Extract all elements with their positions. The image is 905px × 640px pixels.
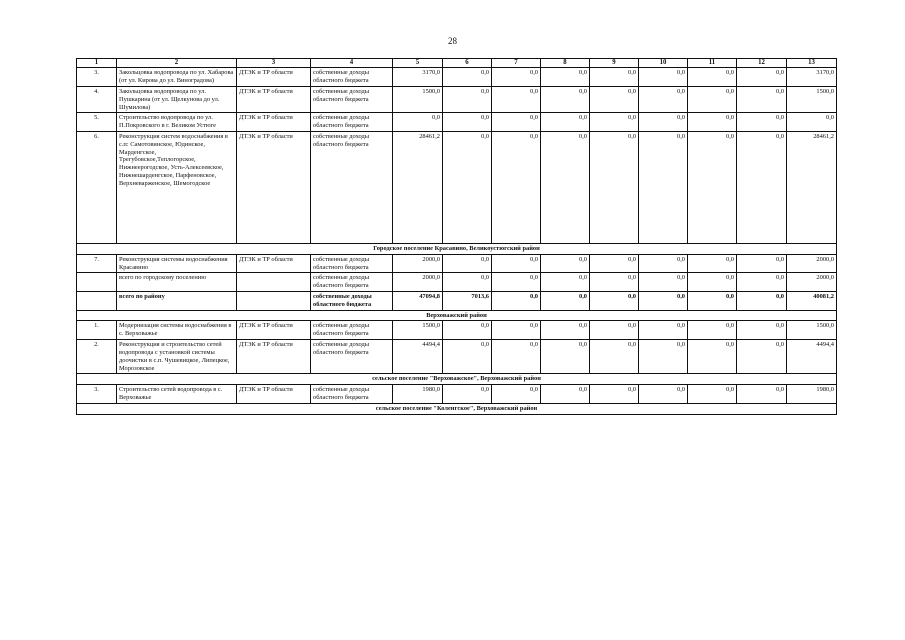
row-index: 5. [77, 113, 117, 132]
table-row [77, 340, 837, 374]
amount-cell: 0,0 [492, 292, 541, 311]
section-row [77, 243, 837, 254]
amount-cell: 0,0 [443, 273, 492, 292]
activity-name: Строительство водопровода по ул. П.Покровского в г. Великом Устюге [117, 113, 237, 132]
amount-cell: 0,0 [443, 321, 492, 340]
amount-cell: 0,0 [541, 86, 590, 112]
amount-cell: 28461,2 [787, 131, 837, 243]
activity-name: Модернизация системы водоснабжения в с. Верховажье [117, 321, 237, 340]
table-row [77, 86, 837, 112]
activity-name: Закольцовка водопровода по ул. Пушкарина (от ул. Щелкунова до ул. Шумилова) [117, 86, 237, 112]
amount-cell: 0,0 [492, 254, 541, 273]
amount-cell: 2000,0 [787, 254, 837, 273]
table-row [77, 292, 837, 311]
amount-cell: 0,0 [639, 113, 688, 132]
amount-cell: 2000,0 [787, 273, 837, 292]
amount-cell: 0,0 [492, 131, 541, 243]
amount-cell: 1980,0 [393, 385, 443, 404]
amount-cell: 1500,0 [787, 321, 837, 340]
funding-source: собственные доходы областного бюджета [311, 273, 393, 292]
activity-name: Закольцовка водопровода по ул. Хабарова (от ул. Кирова до ул. Виноградова) [117, 68, 237, 87]
amount-cell: 1500,0 [393, 86, 443, 112]
amount-cell: 0,0 [590, 321, 639, 340]
amount-cell: 0,0 [443, 254, 492, 273]
amount-cell: 0,0 [541, 292, 590, 311]
amount-cell: 0,0 [787, 113, 837, 132]
amount-cell: 0,0 [737, 86, 787, 112]
amount-cell: 0,0 [737, 321, 787, 340]
amount-cell: 0,0 [541, 340, 590, 374]
executor: ДТЭК и ТР области [237, 86, 311, 112]
amount-cell: 0,0 [541, 113, 590, 132]
column-header: 10 [639, 59, 688, 68]
section-row [77, 310, 837, 321]
column-header: 6 [443, 59, 492, 68]
amount-cell: 2000,0 [393, 273, 443, 292]
row-index: 1. [77, 321, 117, 340]
amount-cell: 0,0 [492, 86, 541, 112]
column-header: 3 [237, 59, 311, 68]
column-header: 2 [117, 59, 237, 68]
page-number: 28 [448, 36, 457, 46]
funding-source: собственные доходы областного бюджета [311, 86, 393, 112]
table-row [77, 385, 837, 404]
amount-cell: 0,0 [443, 131, 492, 243]
amount-cell: 0,0 [737, 68, 787, 87]
amount-cell: 0,0 [492, 273, 541, 292]
funding-source: собственные доходы областного бюджета [311, 321, 393, 340]
amount-cell: 0,0 [541, 254, 590, 273]
amount-cell: 47094,8 [393, 292, 443, 311]
amount-cell: 0,0 [639, 254, 688, 273]
amount-cell: 0,0 [688, 385, 737, 404]
amount-cell: 0,0 [737, 385, 787, 404]
column-header: 4 [311, 59, 393, 68]
amount-cell: 0,0 [639, 321, 688, 340]
executor: ДТЭК и ТР области [237, 340, 311, 374]
amount-cell: 0,0 [443, 385, 492, 404]
amount-cell: 0,0 [688, 340, 737, 374]
amount-cell: 0,0 [590, 68, 639, 87]
activity-name: всего по городскому поселению [117, 273, 237, 292]
amount-cell: 0,0 [541, 321, 590, 340]
column-header: 5 [393, 59, 443, 68]
amount-cell: 3170,0 [787, 68, 837, 87]
executor: ДТЭК и ТР области [237, 321, 311, 340]
amount-cell: 0,0 [443, 86, 492, 112]
amount-cell: 7013,6 [443, 292, 492, 311]
amount-cell: 40081,2 [787, 292, 837, 311]
executor: ДТЭК и ТР области [237, 68, 311, 87]
activity-name: Реконструкция систем водоснабжения в с.п: Самотовинское, Юдинское, Марденгское, Трегубовское,Теплогорское, Нижнеерогодское, Усть-Алексеевское, Нижнешарденгское, Парфеновское, Верхневарженское, Шемогодское [117, 131, 237, 243]
funding-source: собственные доходы областного бюджета [311, 340, 393, 374]
row-index [77, 273, 117, 292]
amount-cell: 0,0 [541, 273, 590, 292]
column-header: 9 [590, 59, 639, 68]
amount-cell: 1500,0 [393, 321, 443, 340]
header-row [77, 59, 837, 68]
amount-cell: 0,0 [590, 273, 639, 292]
section-title: сельское поселение "Коленгское", Верховажский район [77, 403, 837, 414]
amount-cell: 0,0 [590, 292, 639, 311]
budget-table [76, 58, 837, 415]
section-title: Городское поселение Красавино, Великоустюгский район [77, 243, 837, 254]
table-row [77, 254, 837, 273]
section-title: сельское поселение "Верховажское", Верховажский район [77, 374, 837, 385]
amount-cell: 0,0 [688, 68, 737, 87]
amount-cell: 0,0 [737, 113, 787, 132]
amount-cell: 0,0 [590, 254, 639, 273]
amount-cell: 0,0 [443, 68, 492, 87]
table-row [77, 321, 837, 340]
column-header: 13 [787, 59, 837, 68]
activity-name: Строительство сетей водопровода в с. Верховажье [117, 385, 237, 404]
amount-cell: 0,0 [737, 292, 787, 311]
amount-cell: 0,0 [443, 113, 492, 132]
executor: ДТЭК и ТР области [237, 385, 311, 404]
activity-name: всего по району [117, 292, 237, 311]
amount-cell: 0,0 [688, 86, 737, 112]
table-row [77, 113, 837, 132]
amount-cell: 0,0 [541, 131, 590, 243]
row-index: 7. [77, 254, 117, 273]
amount-cell: 28461,2 [393, 131, 443, 243]
row-index: 3. [77, 385, 117, 404]
column-header: 1 [77, 59, 117, 68]
amount-cell: 2000,0 [393, 254, 443, 273]
executor [237, 273, 311, 292]
section-row [77, 403, 837, 414]
amount-cell: 0,0 [492, 113, 541, 132]
amount-cell: 0,0 [492, 385, 541, 404]
amount-cell: 0,0 [492, 321, 541, 340]
amount-cell: 0,0 [393, 113, 443, 132]
amount-cell: 0,0 [492, 68, 541, 87]
amount-cell: 0,0 [688, 254, 737, 273]
activity-name: Реконструкция и строительство сетей водопровода с установкой системы доочистки в с.п. Чушевицкое, Липецкое, Морозовское [117, 340, 237, 374]
column-header: 8 [541, 59, 590, 68]
funding-source: собственные доходы областного бюджета [311, 385, 393, 404]
table-row [77, 273, 837, 292]
amount-cell: 4494,4 [787, 340, 837, 374]
column-header: 11 [688, 59, 737, 68]
amount-cell: 0,0 [737, 340, 787, 374]
amount-cell: 0,0 [590, 385, 639, 404]
amount-cell: 0,0 [688, 113, 737, 132]
section-title: Верховажский район [77, 310, 837, 321]
funding-source: собственные доходы областного бюджета [311, 113, 393, 132]
amount-cell: 0,0 [541, 68, 590, 87]
funding-source: собственные доходы областного бюджета [311, 292, 393, 311]
amount-cell: 0,0 [639, 273, 688, 292]
amount-cell: 3170,0 [393, 68, 443, 87]
amount-cell: 0,0 [737, 273, 787, 292]
activity-name: Реконструкция системы водоснабжения Красавино [117, 254, 237, 273]
executor: ДТЭК и ТР области [237, 254, 311, 273]
amount-cell: 0,0 [492, 340, 541, 374]
amount-cell: 0,0 [688, 131, 737, 243]
amount-cell: 0,0 [639, 292, 688, 311]
amount-cell: 1980,0 [787, 385, 837, 404]
executor: ДТЭК и ТР области [237, 113, 311, 132]
amount-cell: 0,0 [541, 385, 590, 404]
amount-cell: 0,0 [737, 254, 787, 273]
amount-cell: 0,0 [639, 86, 688, 112]
amount-cell: 0,0 [590, 113, 639, 132]
funding-source: собственные доходы областного бюджета [311, 254, 393, 273]
amount-cell: 0,0 [639, 385, 688, 404]
amount-cell: 0,0 [688, 292, 737, 311]
row-index: 3. [77, 68, 117, 87]
amount-cell: 1500,0 [787, 86, 837, 112]
amount-cell: 0,0 [688, 273, 737, 292]
row-index [77, 292, 117, 311]
amount-cell: 0,0 [688, 321, 737, 340]
amount-cell: 0,0 [737, 131, 787, 243]
row-index: 4. [77, 86, 117, 112]
amount-cell: 0,0 [639, 340, 688, 374]
table-row [77, 131, 837, 243]
row-index: 2. [77, 340, 117, 374]
funding-source: собственные доходы областного бюджета [311, 131, 393, 243]
amount-cell: 0,0 [639, 131, 688, 243]
amount-cell: 0,0 [590, 86, 639, 112]
section-row [77, 374, 837, 385]
table-row [77, 68, 837, 87]
amount-cell: 4494,4 [393, 340, 443, 374]
funding-source: собственные доходы областного бюджета [311, 68, 393, 87]
amount-cell: 0,0 [590, 340, 639, 374]
column-header: 12 [737, 59, 787, 68]
column-header: 7 [492, 59, 541, 68]
amount-cell: 0,0 [639, 68, 688, 87]
executor [237, 292, 311, 311]
row-index: 6. [77, 131, 117, 243]
amount-cell: 0,0 [443, 340, 492, 374]
executor: ДТЭК и ТР области [237, 131, 311, 243]
amount-cell: 0,0 [590, 131, 639, 243]
